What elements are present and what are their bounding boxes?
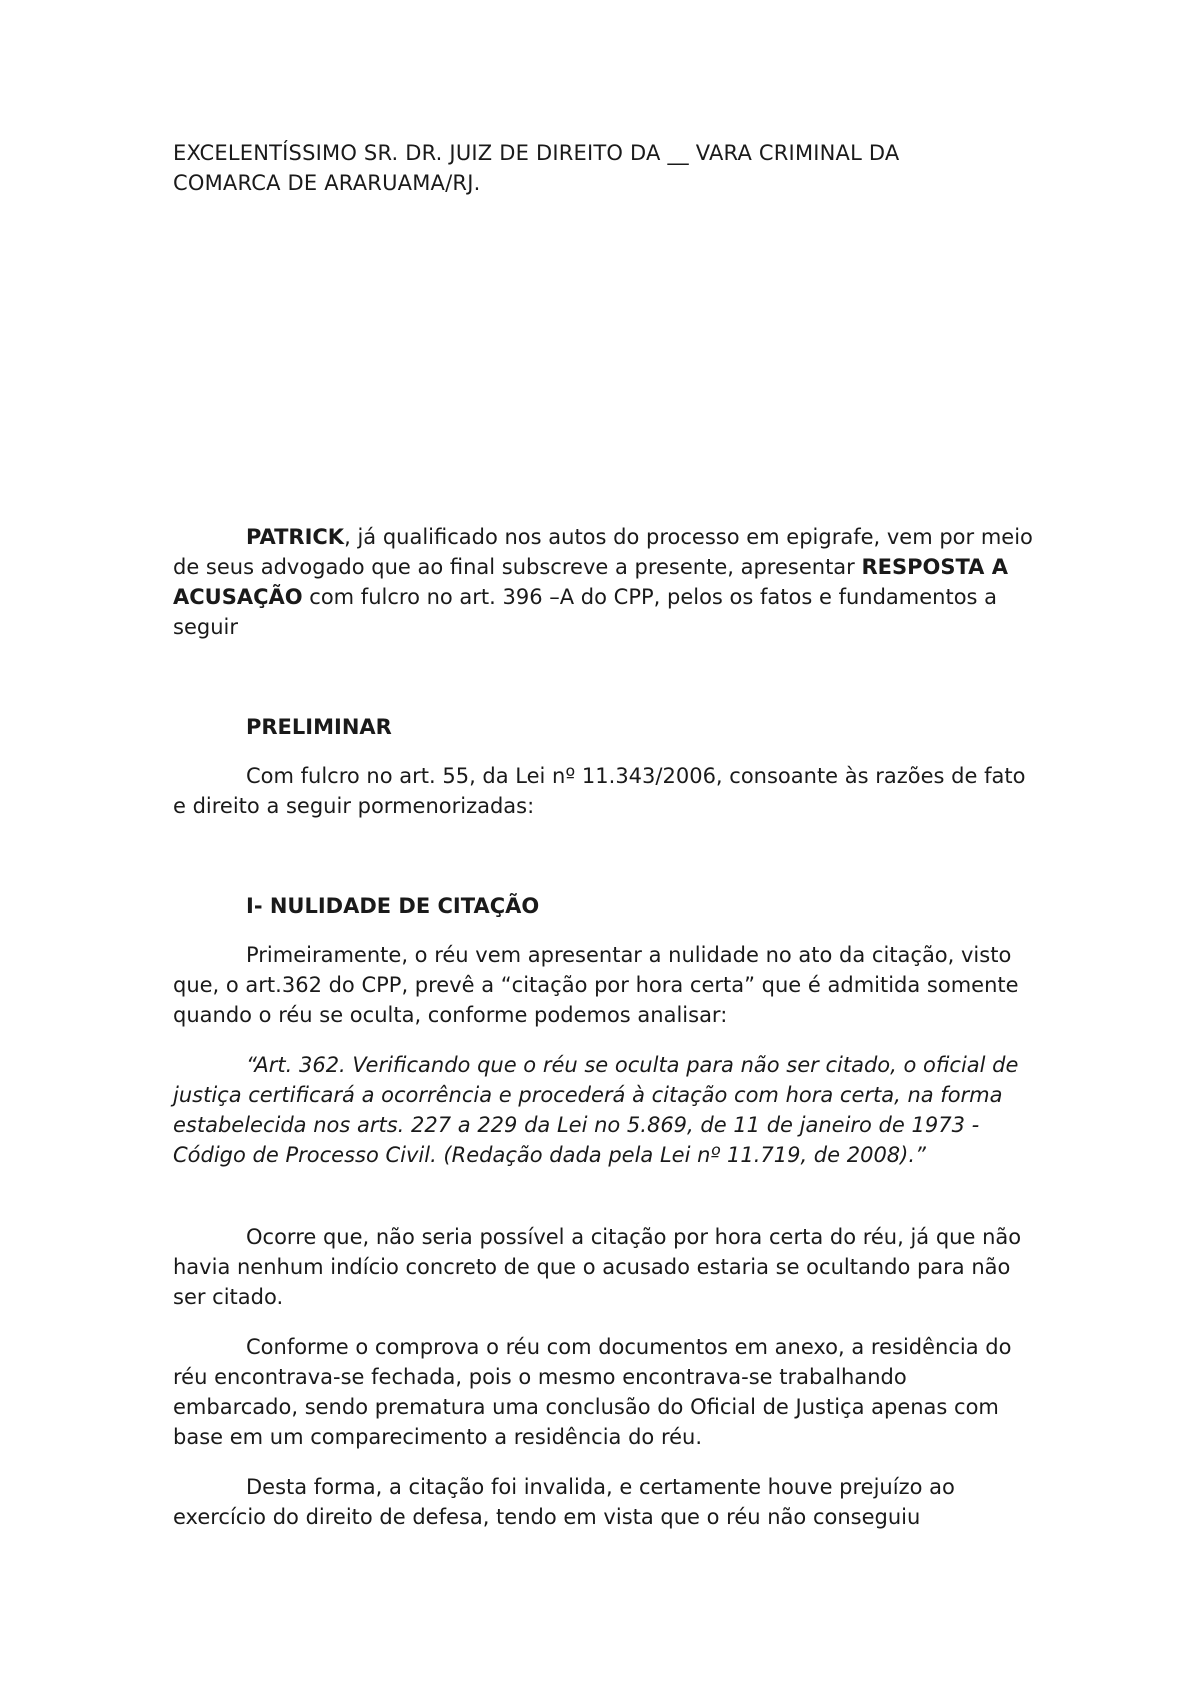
petition-title: RESPOSTA A ACUSAÇÃO [173,555,1009,609]
defendant-name: PATRICK [246,525,345,549]
nulidade-paragraph-1: Primeiramente, o réu vem apresentar a nulidade no ato da citação, visto que, o art.362 do CPP, prevê a “citação por hora certa” que é admitida somente quando o réu se oculta, conforme podemos analisar: [173,943,1019,1027]
intro-text-2: com fulcro no art. 396 –A do CPP, pelos os fatos e fundamentos a seguir [173,585,998,639]
intro-text-1: , já qualificado nos autos do processo em epigrafe, vem por meio de seus advogado que ao final subscreve a presente, apresentar [173,525,1033,579]
nulidade-paragraph-2: Ocorre que, não seria possível a citação por hora certa do réu, já que não havia nenhum indício concreto de que o acusado estaria se ocultando para não ser citado. [173,1225,1022,1309]
preliminar-heading: PRELIMINAR [246,715,392,739]
header-line-1: EXCELENTÍSSIMO SR. DR. JUIZ DE DIREITO DA __ VARA CRIMINAL DA [173,141,900,165]
legal-quote: “Art. 362. Verificando que o réu se oculta para não ser citado, o oficial de justiça certificará a ocorrência e procederá à citação com hora certa, na forma estabelecida nos arts. 227 a 229 da Lei no 5.869, de 11 de janeiro de 1973 - Código de Processo Civil. (Redação dada pela Lei nº 11.719, de 2008).” [173,1053,1019,1167]
nulidade-paragraph-3: Conforme o comprova o réu com documentos em anexo, a residência do réu encontrava-se fechada, pois o mesmo encontrava-se trabalhando embarcado, sendo prematura uma conclusão do Oficial de Justiça apenas com base em um comparecimento a residência do réu. [173,1335,1012,1449]
court-address-header [173,138,1033,198]
nulidade-paragraph-4: Desta forma, a citação foi invalida, e certamente houve prejuízo ao exercício do direito de defesa, tendo em vista que o réu não conseguiu [173,1475,955,1529]
preliminar-paragraph: Com fulcro no art. 55, da Lei nº 11.343/2006, consoante às razões de fato e direito a seguir pormenorizadas: [173,764,1026,818]
nulidade-heading: I- NULIDADE DE CITAÇÃO [246,894,540,918]
intro-paragraph [173,522,1033,642]
header-line-2: COMARCA DE ARARUAMA/RJ. [173,171,481,195]
